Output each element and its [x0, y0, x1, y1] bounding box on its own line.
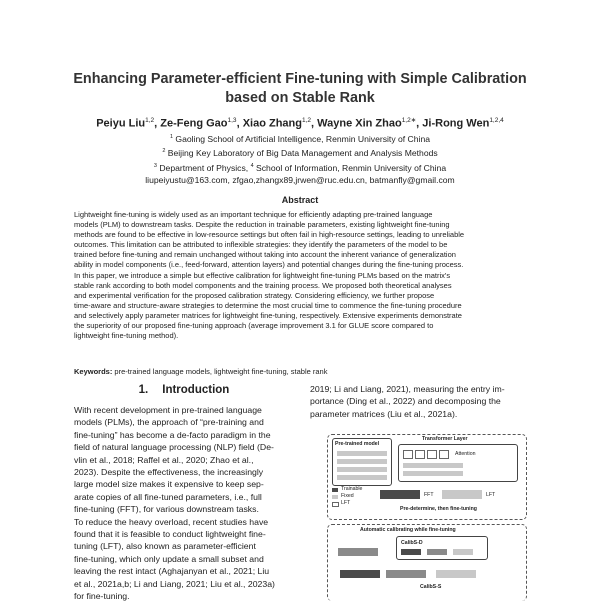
- intro-line: large model size makes it expensive to keep sep-: [74, 479, 264, 490]
- model-layer-block: [337, 467, 387, 472]
- affil-text: Beijing Key Laboratory of Big Data Management and Analysis Methods: [167, 148, 438, 159]
- email-line: liupeiyustu@163.com, zfgao,zhangx89,jrwen@ruc.edu.cn, batmanfly@gmail.com: [145, 175, 455, 186]
- model-layer-block: [337, 451, 387, 456]
- pretrained-model-label: Pre-trained model: [335, 441, 380, 447]
- pretrained-model-box: [332, 438, 392, 486]
- abstract-body: [74, 210, 526, 341]
- affiliation-line: [30, 160, 570, 174]
- intro-line: fine-tuning” has become a de-facto paradigm in the: [74, 429, 271, 440]
- abstract-line: stable rank according to both model components and the training process. We proposed both theoretical analyses: [74, 280, 452, 290]
- author-sup: 1,2,4: [489, 117, 504, 124]
- legend-trainable-label: Trainable: [341, 486, 363, 492]
- affil-sup: 2: [162, 148, 166, 155]
- attention-matrix: [427, 450, 437, 459]
- calib-output-block: [386, 570, 426, 578]
- abstract-heading: Abstract: [281, 195, 319, 205]
- ffn-block: [403, 471, 463, 476]
- paper-title: [40, 70, 560, 108]
- abstract-line: trained before fine-tuning and remain unchanged without taking into account the inherent variance of generalization: [74, 250, 456, 260]
- abstract-line: the superiority of our proposed fine-tuning approach (average improvement 3.1 for GLUE score compared to: [74, 321, 434, 331]
- transformer-layer-label: Transformer Layer: [422, 436, 468, 442]
- legend-fixed-swatch: [332, 495, 338, 499]
- right-line: 2019; Li and Liang, 2021), measuring the entry im-: [310, 384, 505, 394]
- abstract-line: and selectively apply parameter matrices for lightweight fine-tuning, respectively. Extensive experiments demonstrate: [74, 310, 462, 320]
- title-line-1: Enhancing Parameter-efficient Fine-tuning with Simple Calibration: [73, 71, 527, 87]
- abstract-line: methods are found to be effective in low-resource settings but often fail in high-resource settings, leading to unreliable: [74, 230, 465, 240]
- figure-1: [320, 430, 526, 600]
- right-line: portance (Ding et al., 2022) and decomposing the: [310, 396, 501, 407]
- abstract-line: outcomes. This limitation can be attributed to inflexible strategies: they identify the parameters of the model to be: [74, 240, 448, 250]
- title-line-2: based on Stable Rank: [225, 90, 375, 106]
- intro-line: fine-tuning (FFT), for various downstream tasks.: [74, 504, 259, 515]
- fft-label: FFT: [424, 492, 434, 498]
- intro-line: et al., 2021a,b; Li and Liang, 2021; Liu et al., 2023a): [74, 578, 275, 589]
- author-sup: 1,2∗: [401, 117, 417, 124]
- keywords-text: pre-trained language models, lightweight fine-tuning, stable rank: [112, 367, 328, 376]
- keywords-label: Keywords:: [74, 367, 113, 376]
- attention-matrix: [439, 450, 449, 459]
- intro-line: for fine-tuning.: [74, 591, 130, 602]
- author-sup: 1,3: [227, 117, 237, 124]
- transformer-layer-box: [398, 444, 518, 482]
- calib-matrix: [453, 549, 473, 555]
- abstract-line: and experimental verification for the proposed calibration strategy. Considering efficiency, we further propose: [74, 290, 435, 300]
- affiliation-line: [30, 131, 570, 145]
- abstract-line: ability in model components (i.e., feed-forward, attention layers) and potential changes during the fine-tuning process.: [74, 260, 464, 270]
- section-number: 1.: [138, 384, 149, 396]
- attention-label: Attention: [455, 451, 476, 457]
- right-line: parameter matrices (Liu et al., 2021a).: [310, 408, 458, 419]
- calib-s-label: CalibS-S: [420, 584, 442, 590]
- intro-line: vlin et al., 2018; Raffel et al., 2020; Zhao et al.,: [74, 454, 254, 465]
- predetermine-caption: Pre-determine, then fine-tuning: [400, 506, 477, 512]
- attention-matrix: [403, 450, 413, 459]
- affiliation-line: [30, 145, 570, 159]
- intro-line: field of natural language processing (NLP) field (De-: [74, 442, 274, 453]
- intro-body: [74, 404, 296, 603]
- author: Ji-Rong Wen: [422, 117, 490, 130]
- fft-block: [380, 490, 420, 499]
- affil-text: Department of Physics,: [159, 162, 251, 173]
- calib-matrix: [427, 549, 447, 555]
- author: Wayne Xin Zhao: [317, 117, 402, 130]
- affil-sup: 3: [153, 162, 157, 169]
- abstract-line: lightweight fine-tuning method).: [74, 331, 179, 341]
- lft-label: LFT: [486, 492, 496, 498]
- author: Ze-Feng Gao: [160, 117, 228, 130]
- author-sup: 1,2: [301, 117, 312, 124]
- abstract-line: In this paper, we introduce a simple but effective calibration for lightweight fine-tuning PLMs based on the matrix's: [74, 270, 451, 280]
- affil-sup: 1: [169, 134, 174, 140]
- auto-calibrating-caption: Automatic calibrating while fine-tuning: [360, 527, 456, 533]
- intro-line: models (PLMs), the approach of “pre-training and: [74, 417, 264, 428]
- legend-lft-label: LFT: [341, 500, 351, 506]
- right-column-text: [310, 383, 532, 420]
- legend-lft-swatch: [332, 502, 339, 507]
- model-layer-block: [337, 459, 387, 464]
- affil-sup: 4: [250, 162, 254, 169]
- legend-fixed-label: Fixed: [341, 493, 354, 499]
- attention-matrix: [415, 450, 425, 459]
- ffn-block: [403, 463, 463, 468]
- calib-input-block: [338, 548, 378, 556]
- calib-output-block: [340, 570, 380, 578]
- intro-line: With recent development in pre-trained language: [74, 405, 262, 415]
- intro-line: To reduce the heavy overload, recent studies have: [74, 516, 269, 527]
- affil-text: Gaoling School of Artificial Intelligence, Renmin University of China: [175, 133, 431, 144]
- abstract-line: time-aware and structure-aware strategies to determine the most crucial time to commence the fine-tuning procedure: [74, 300, 462, 310]
- author-list: Peiyu Liu$^{1,2}$, Ze-Feng Gao$^{1,3}$, Xiao Zhang$^{1,2}$, Wayne Xin Zhao$^{1,2∗}$, Ji-Rong Wen$^{1,2,4}$: [96, 117, 504, 130]
- legend-trainable-swatch: [332, 488, 338, 492]
- intro-line: found that it is feasible to conduct lightweight fine-: [74, 529, 266, 540]
- intro-line: arate copies of all fine-tuned parameters, i.e., full: [74, 491, 262, 502]
- intro-line: tuning (LFT), also known as parameter-efficient: [74, 541, 256, 552]
- calib-d-box: [396, 536, 488, 560]
- abstract-line: models (PLM) to downstream tasks. Despite the reduction in trainable parameters, existing lightweight fine-tuning: [74, 220, 450, 230]
- keywords: [74, 367, 526, 376]
- author: Xiao Zhang: [242, 117, 302, 130]
- calib-output-block: [436, 570, 476, 578]
- abstract-line: Lightweight fine-tuning is widely used as an important technique for efficiently adapting pre-trained language: [74, 210, 433, 219]
- section-heading: [74, 384, 294, 396]
- author: Peiyu Liu: [96, 117, 146, 130]
- lft-block: [442, 490, 482, 499]
- intro-line: 2023). Despite the effectiveness, the increasingly: [74, 467, 264, 478]
- author-sup: 1,2: [145, 117, 155, 124]
- section-title: Introduction: [162, 384, 230, 396]
- calib-d-label: CalibS-D: [401, 540, 423, 546]
- intro-line: fine-tuning, which only update a small subset and: [74, 553, 264, 564]
- affiliations: [30, 131, 570, 187]
- model-layer-block: [337, 475, 387, 480]
- affil-text: School of Information, Renmin University of China: [256, 162, 447, 173]
- intro-line: leaving the rest intact (Aghajanyan et al., 2021; Liu: [74, 566, 270, 577]
- calib-matrix: [401, 549, 421, 555]
